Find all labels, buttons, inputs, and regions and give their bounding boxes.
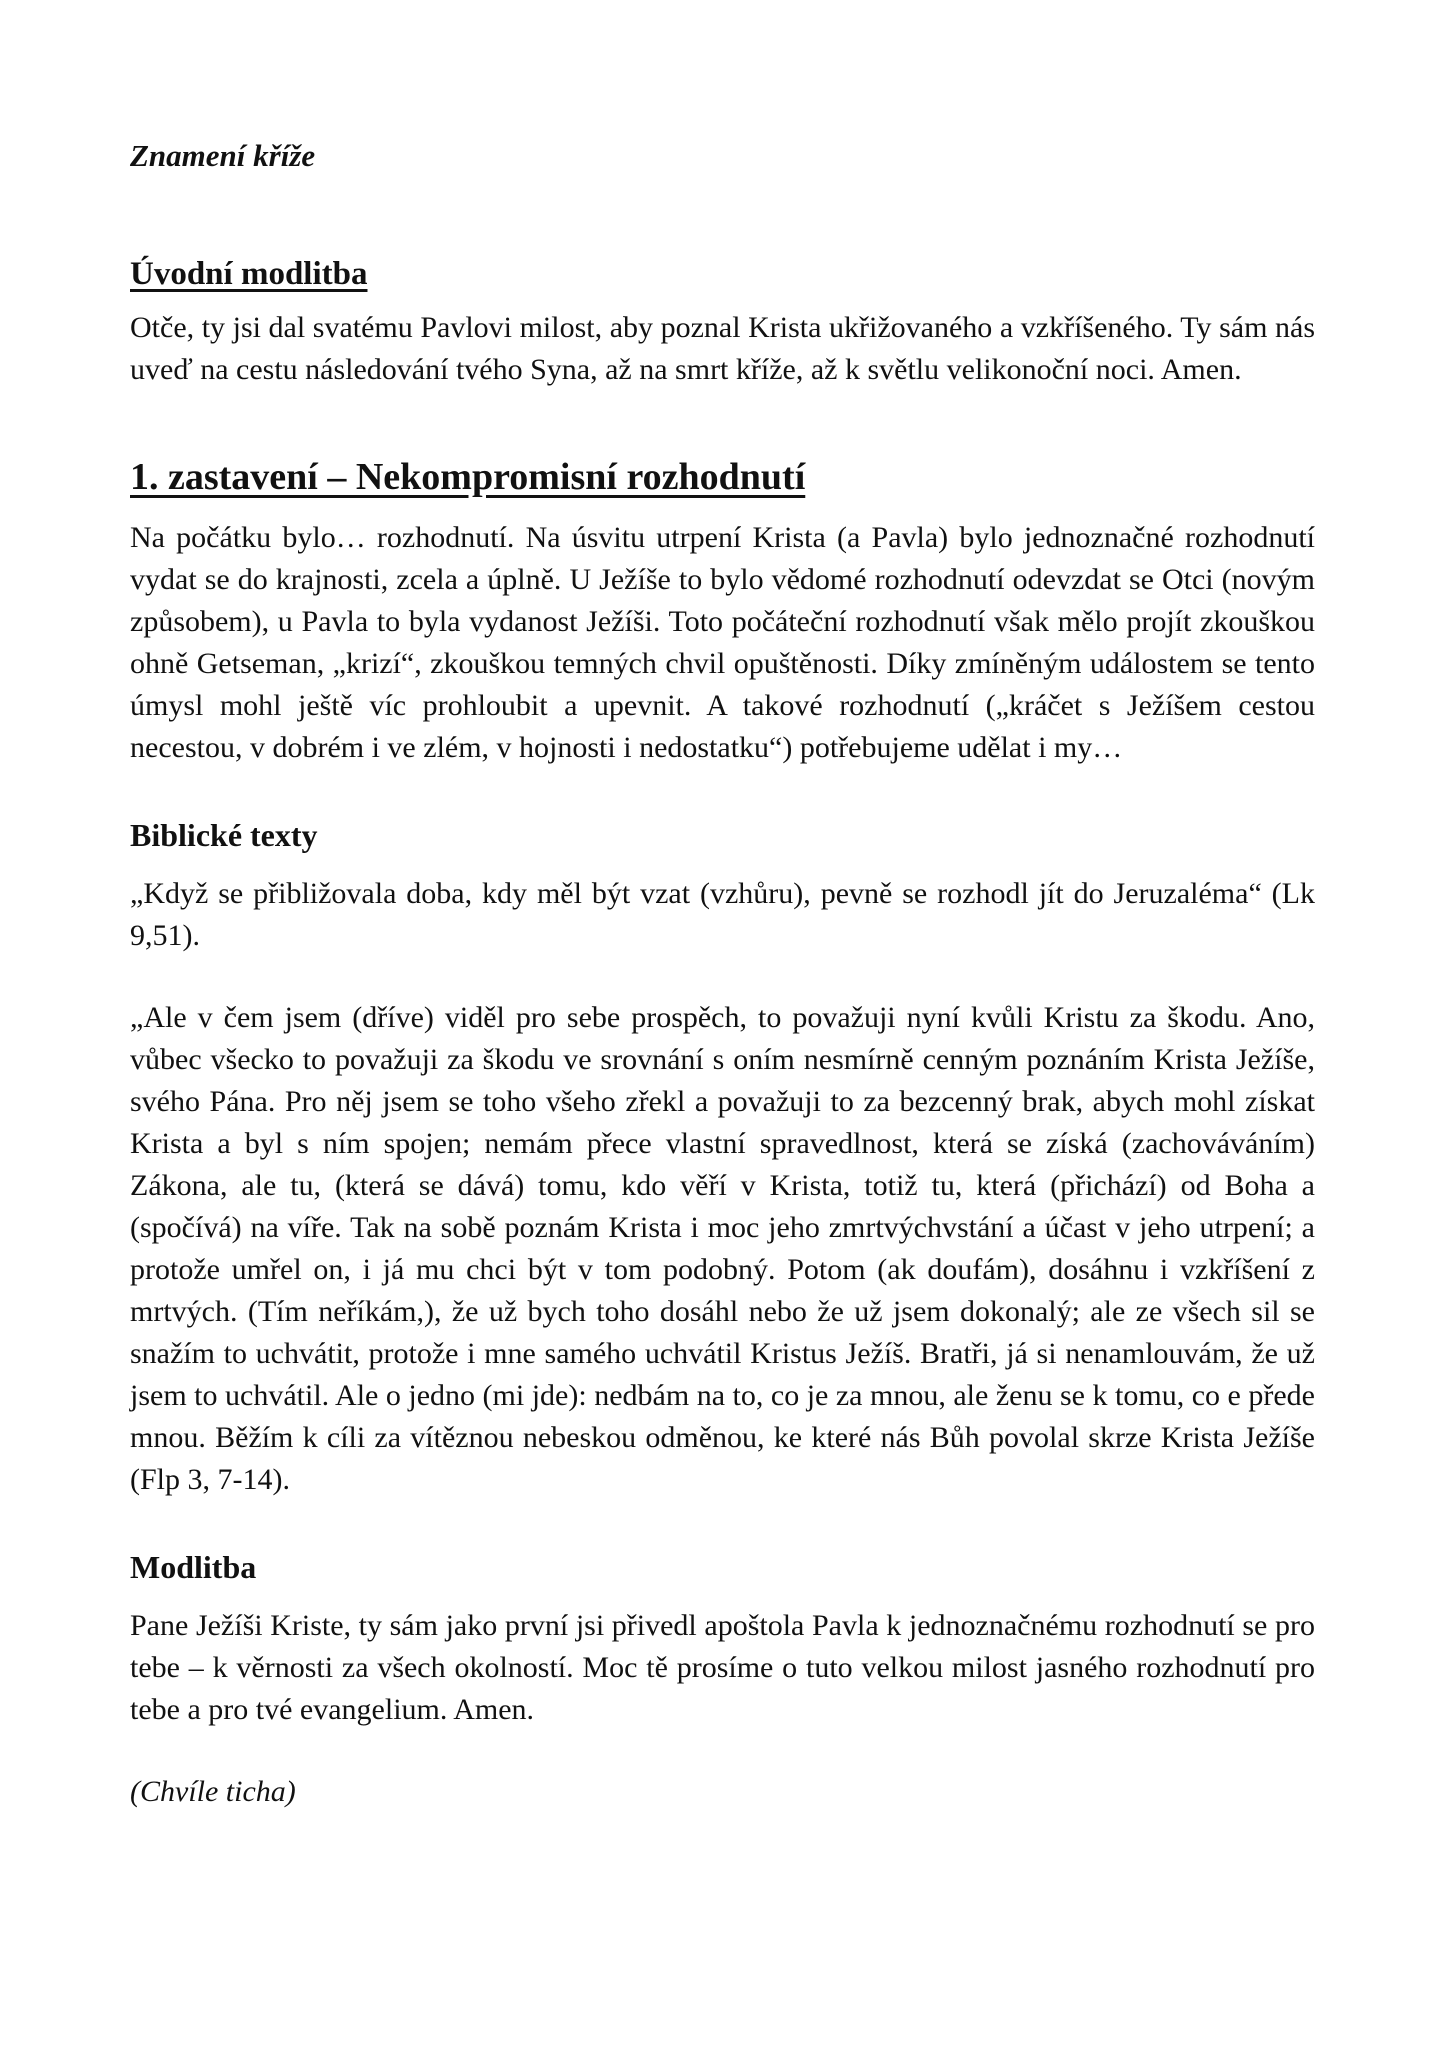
bible-quote-luke: „Když se přibližovala doba, kdy měl být vzat (vzhůru), pevně se rozhodl jít do Jeruzaléma“ (Lk 9,51). [130, 877, 1315, 952]
bible-texts-heading: Biblické texty [130, 817, 318, 853]
document-title: Znamení kříže [130, 138, 316, 173]
prayer-paragraph: Pane Ježíši Kriste, ty sám jako první jsi přivedl apoštola Pavla k jednoznačnému rozhodnutí se pro tebe – k věrnosti za všech okolností. Moc tě prosíme o tuto velkou milost jasného rozhodnutí pro tebe a pro tvé evangelium. Amen. [130, 1609, 1315, 1726]
prayer-heading: Modlitba [130, 1549, 257, 1585]
station-1-meditation-paragraph: Na počátku bylo… rozhodnutí. Na úsvitu utrpení Krista (a Pavla) bylo jednoznačné rozhodnutí vydat se do krajnosti, zcela a úplně. U Ježíše to bylo vědomé rozhodnutí odevzdat se Otci (novým způsobem), u Pavla to byla vydanost Ježíši. Toto počáteční rozhodnutí však mělo projít zkouškou ohně Getseman, „krizí“, zkouškou temných chvil opuštěnosti. Díky zmíněným událostem se tento úmysl mohl ještě víc prohloubit a upevnit. A takové rozhodnutí („kráčet s Ježíšem cestou necestou, v dobrém i ve zlém, v hojnosti i nedostatku“) potřebujeme udělat i my… [130, 521, 1315, 764]
bible-quote-philippians: „Ale v čem jsem (dříve) viděl pro sebe prospěch, to považuji nyní kvůli Kristu za škodu. Ano, vůbec všecko to považuji za škodu ve srovnání s oním nesmírně cenným poznáním Krista Ježíše, svého Pána. Pro něj jsem se toho všeho zřekl a považuji to za bezcenný brak, abych mohl získat Krista a byl s ním spojen; nemám přece vlastní spravedlnost, která se získá (zachováváním) Zákona, ale tu, (která se dává) tomu, kdo věří v Krista, totiž tu, která (přichází) od Boha a (spočívá) na víře. Tak na sobě poznám Krista i moc jeho zmrtvýchvstání a účast v jeho utrpení; a protože umřel on, i já mu chci být v tom podobný. Potom (ak doufám), dosáhnu i vzkříšení z mrtvých. (Tím neříkám,), že už bych toho dosáhl nebo že už jsem dokonalý; ale ze všech sil se snažím to uchvátit, protože i mne samého uchvátil Kristus Ježíš. Bratři, já si nenamlouvám, že už jsem to uchvátil. Ale o jedno (mi jde): nedbám na to, co je za mnou, ale ženu se k tomu, co e přede mnou. Běžím k cíli za vítěznou nebeskou odměnou, ke které nás Bůh povolal skrze Krista Ježíše (Flp 3, 7-14). [130, 1001, 1315, 1496]
intro-prayer-heading: Úvodní modlitba [130, 256, 368, 292]
station-1-heading: 1. zastavení – Nekompromisní rozhodnutí [130, 456, 806, 498]
intro-prayer-paragraph: Otče, ty jsi dal svatému Pavlovi milost, aby poznal Krista ukřižovaného a vzkříšeného. Ty sám nás uveď na cestu následování tvého Syna, až na smrt kříže, až k světlu velikonoční noci. Amen. [130, 311, 1315, 386]
silence-note: (Chvíle ticha) [130, 1775, 296, 1808]
